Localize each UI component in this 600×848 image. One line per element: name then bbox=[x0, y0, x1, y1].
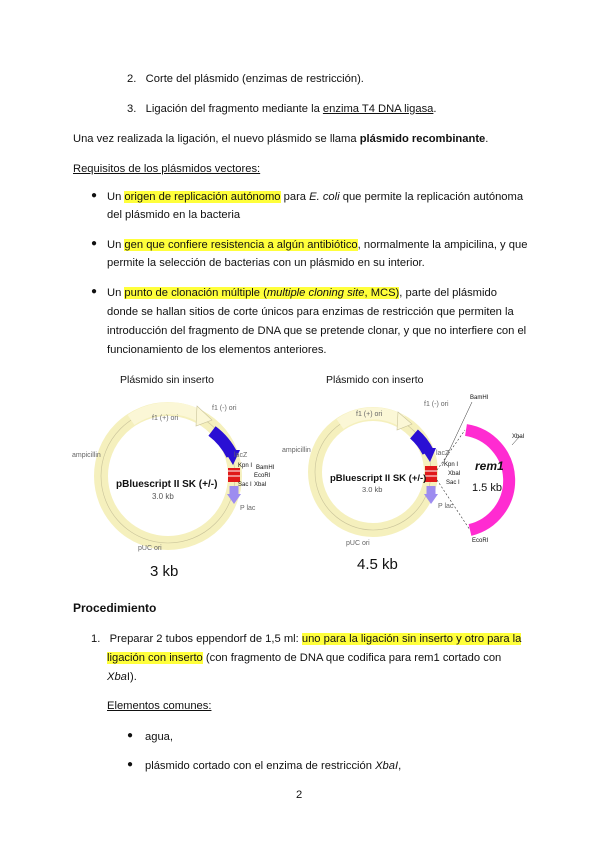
elemento-1: agua, bbox=[145, 731, 173, 743]
bullet-dot: ● bbox=[127, 759, 134, 770]
bullet-1-line-2: del plásmido en la bacteria bbox=[107, 209, 241, 221]
intro-paragraph: Una vez realizada la ligación, el nuevo plásmido se llama plásmido recombinante. bbox=[73, 133, 489, 145]
label-amp: ampicillin bbox=[72, 452, 101, 459]
bullet-3-line-1: Un punto de clonación múltiple (multiple cloning site, MCS), parte del plásmido bbox=[107, 287, 497, 299]
insert-arc bbox=[466, 430, 509, 530]
label-f1b: f1 (+) ori bbox=[152, 415, 179, 422]
label-puc: pUC ori bbox=[346, 540, 370, 547]
total-size: 3 kb bbox=[150, 563, 179, 580]
proc-1-line-2: ligación con inserto (con fragmento de DNA que codifica para rem1 cortado con bbox=[107, 652, 502, 664]
step-number: 2. bbox=[127, 73, 137, 85]
insert-size: 1.5 kb bbox=[472, 482, 502, 494]
label-plac: P lac bbox=[240, 505, 256, 512]
label-sac: Sac I bbox=[446, 480, 460, 486]
bullet-2-line-1: Un gen que confiere resistencia a algún antibiótico, normalmente la ampicilina, y que bbox=[107, 239, 528, 251]
bullet-dot: ● bbox=[91, 190, 98, 201]
label-plac: P lac bbox=[438, 503, 454, 510]
label-puc: pUC ori bbox=[138, 545, 162, 552]
elementos-heading: Elementos comunes: bbox=[107, 700, 212, 712]
plasmid-right bbox=[282, 395, 525, 573]
caption-sin-inserto: Plásmido sin inserto bbox=[120, 374, 214, 386]
highlight: punto de clonación múltiple (multiple cloning site, MCS) bbox=[124, 287, 400, 299]
elemento-2: plásmido cortado con el enzima de restricción XbaI, bbox=[145, 760, 402, 772]
label-eco: EcoRI bbox=[254, 473, 271, 479]
step-text: Ligación del fragmento mediante la bbox=[145, 103, 323, 115]
proc-1-line-1: 1. Preparar 2 tubos eppendorf de 1,5 ml: uno para la ligación sin inserto y otro para la bbox=[91, 633, 522, 645]
insert-name: rem1 bbox=[475, 459, 504, 473]
requisitos-heading: Requisitos de los plásmidos vectores: bbox=[73, 163, 261, 175]
proc-1-line-3: XbaI). bbox=[107, 671, 137, 683]
bullet-3-line-3: introducción del fragmento de DNA que se pretende clonar, y que no interfiere con el bbox=[107, 325, 527, 337]
mcs-block bbox=[425, 466, 437, 482]
step-number: 3. bbox=[127, 103, 137, 115]
page-number: 2 bbox=[296, 789, 303, 801]
backbone-ring bbox=[315, 414, 431, 530]
procedimiento-heading: Procedimiento bbox=[73, 601, 157, 615]
bullet-1-line-1: Un origen de replicación autónomo para E. coli que permite la replicación autónoma bbox=[107, 191, 524, 203]
label-f1b: f1 (+) ori bbox=[356, 411, 383, 418]
mcs-block bbox=[228, 468, 240, 482]
label-lacz: lacZ bbox=[436, 450, 450, 457]
step-3: 3. Ligación del fragmento mediante la enzima T4 DNA ligasa. bbox=[127, 103, 437, 115]
label-amp: ampicillin bbox=[282, 447, 311, 454]
label-kpn: Kpn I bbox=[238, 463, 253, 469]
plasmid-size: 3.0 kb bbox=[152, 492, 174, 501]
label-sac: Sac I bbox=[238, 482, 252, 488]
label-xba2: XbaI bbox=[512, 434, 525, 440]
plasmid-name: pBluescript II SK (+/-) bbox=[330, 473, 427, 484]
bullet-dot: ● bbox=[91, 238, 98, 249]
label-lacz: lacZ bbox=[234, 452, 248, 459]
step-number: 1. bbox=[91, 633, 101, 645]
label-f1: f1 (-) ori bbox=[424, 401, 449, 408]
plasmid-left bbox=[72, 405, 275, 580]
label-eco: EcoRI bbox=[472, 538, 489, 544]
bullet-3-line-2: donde se hallan sitios de corte únicos para enzimas de restricción que permiten la bbox=[107, 306, 514, 318]
total-size: 4.5 kb bbox=[357, 556, 398, 573]
bullet-2-line-2: permite la selección de bacterias con un plásmido en su interior. bbox=[107, 257, 425, 269]
highlight: ligación con inserto bbox=[107, 652, 203, 664]
caption-con-inserto: Plásmido con inserto bbox=[326, 374, 424, 386]
plasmid-name: pBluescript II SK (+/-) bbox=[116, 479, 218, 490]
label-xba: XbaI bbox=[448, 471, 461, 477]
bullet-dot: ● bbox=[127, 730, 134, 741]
enzyme-link[interactable]: enzima T4 DNA ligasa bbox=[322, 103, 434, 115]
highlight: origen de replicación autónomo bbox=[124, 191, 281, 203]
label-bam: BamHI bbox=[256, 465, 275, 471]
label-kpn: Kpn I bbox=[444, 462, 459, 468]
bullet-3-line-4: funcionamiento de los elementos anteriores. bbox=[107, 344, 327, 356]
highlight: uno para la ligación sin inserto y otro para la bbox=[301, 633, 522, 645]
label-xba: XbaI bbox=[254, 482, 267, 488]
plasmid-size: 3.0 kb bbox=[362, 485, 383, 494]
step-text: Corte del plásmido (enzimas de restricción). bbox=[145, 73, 364, 85]
term-recombinante: plásmido recombinante bbox=[359, 133, 486, 145]
bullet-dot: ● bbox=[91, 286, 98, 297]
label-bam: BamHI bbox=[470, 395, 489, 401]
label-f1: f1 (-) ori bbox=[212, 405, 237, 412]
highlight: gen que confiere resistencia a algún antibiótico bbox=[124, 239, 358, 251]
